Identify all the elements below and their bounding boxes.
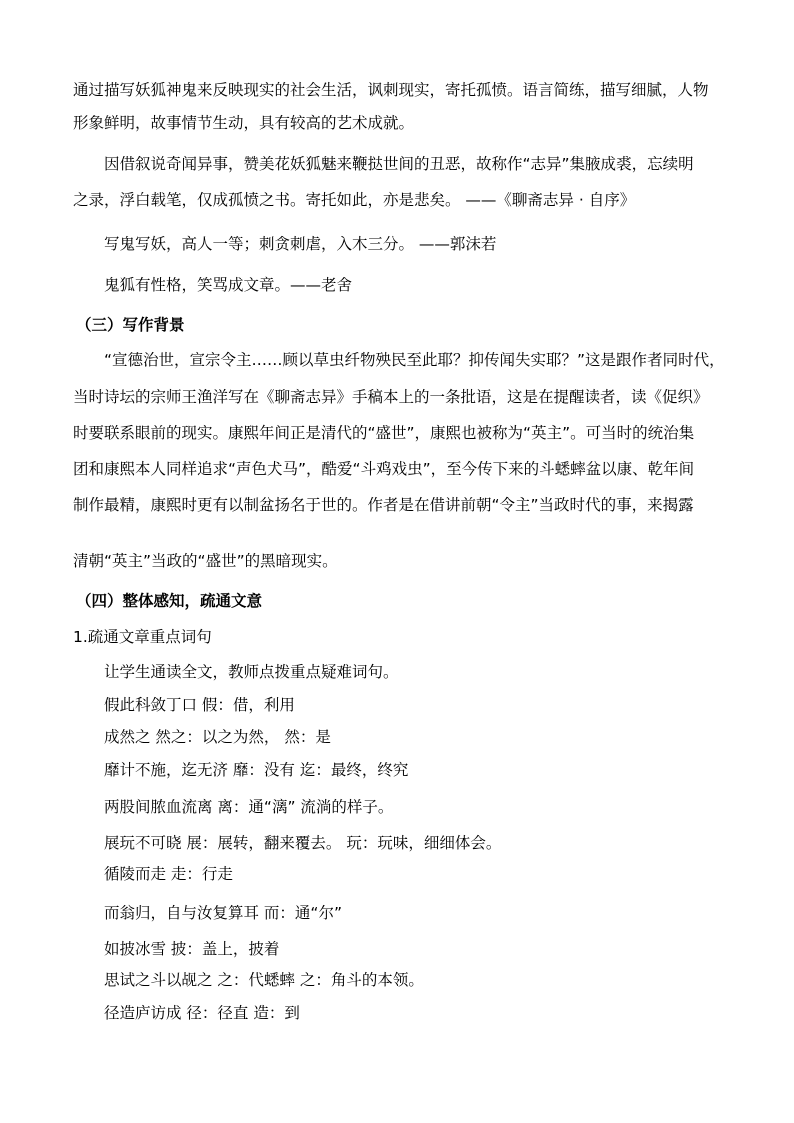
vocab-item: 而翁归，自与汝复算耳 而：通“尔” (104, 904, 342, 922)
background-line-5: 制作最精，康熙时更有以制盆扬名于世的。作者是在借讲前朝“令主”当政时代的事，来揭露 (73, 496, 694, 514)
vocab-item: 靡计不施，迄无济 靡：没有 迄：最终，终究 (104, 761, 409, 779)
vocab-item: 径造庐访成 径：径直 造：到 (104, 1004, 300, 1022)
quote-lao-she: 鬼狐有性格，笑骂成文章。——老舍 (104, 276, 353, 294)
vocab-item: 假此科敛丁口 假：借，利用 (104, 696, 295, 714)
background-line-2: 当时诗坛的宗师王渔洋写在《聊斋志异》手稿本上的一条批语，这是在提醒读者，读《促织》 (73, 388, 709, 406)
quote-preface-line-1: 因借叙说奇闻异事，赞美花妖狐魅来鞭挞世间的丑恶，故称作“志异”集腋成裘，忘续明 (104, 155, 694, 173)
background-line-3: 时要联系眼前的现实。康熙年间正是清代的“盛世”，康熙也被称为“英主”。可当时的统治集 (73, 424, 695, 442)
quote-preface-line-2: 之录，浮白载笔，仅成孤愤之书。寄托如此，亦是悲矣。 ——《聊斋志异 · 自序》 (73, 191, 636, 209)
intro-line-1: 通过描写妖狐神鬼来反映现实的社会生活，讽刺现实，寄托孤愤。语言简练，描写细腻，人物 (73, 81, 709, 99)
instruction-text: 让学生通读全文，教师点拨重点疑难词句。 (104, 663, 399, 681)
section-heading-overview: （四）整体感知，疏通文意 (76, 592, 263, 610)
vocab-item: 思试之斗以觇之 之：代蟋蟀 之：角斗的本领。 (104, 971, 424, 989)
vocab-item: 展玩不可晓 展：展转，翻来覆去。 玩：玩味，细细体会。 (104, 834, 502, 852)
section-heading-background: （三）写作背景 (76, 316, 185, 334)
intro-line-2: 形象鲜明，故事情节生动，具有较高的艺术成就。 (73, 114, 415, 132)
background-line-1: “宣德治世，宣宗令主……顾以草虫纤物殃民至此耶？抑传闻失实耶？”这是跟作者同时代， (104, 351, 725, 369)
vocab-item: 两股间脓血流离 离：通“漓” 流淌的样子。 (104, 798, 394, 816)
subheading-key-words: 1.疏通文章重点词句 (73, 628, 212, 646)
quote-guo-moruo: 写鬼写妖，高人一等；刺贪刺虐，入木三分。 ——郭沫若 (104, 235, 497, 253)
vocab-item: 循陵而走 走：行走 (104, 865, 233, 883)
vocab-item: 成然之 然之：以之为然， 然：是 (104, 728, 331, 746)
vocab-item: 如披冰雪 披：盖上，披着 (104, 940, 280, 958)
background-line-6: 清朝“英主”当政的“盛世”的黑暗现实。 (73, 552, 338, 570)
background-line-4: 团和康熙本人同样追求“声色犬马”，酷爱“斗鸡戏虫”，至今传下来的斗蟋蟀盆以康、乾年间 (73, 460, 695, 478)
